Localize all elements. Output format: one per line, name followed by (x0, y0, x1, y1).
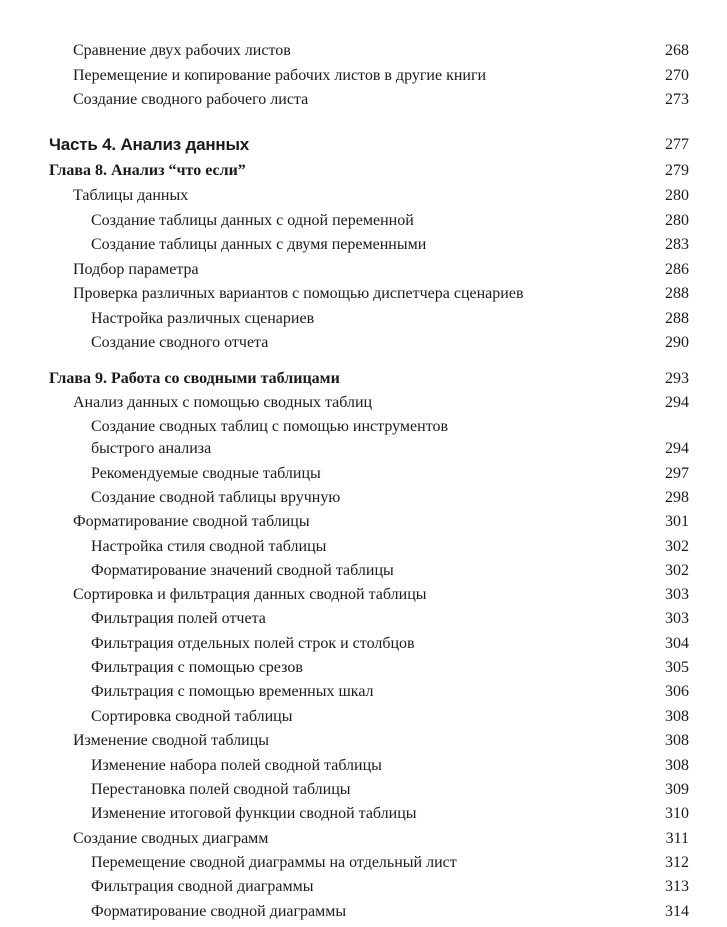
toc-subentry-title: Создание таблицы данных с одной переменной (91, 212, 414, 229)
toc-subentry-title: Сортировка сводной таблицы (91, 708, 293, 725)
toc-entry-title: Сортировка и фильтрация данных сводной таблицы (73, 586, 427, 603)
toc-entry-page: 286 (665, 261, 689, 278)
toc-subentry-title: Форматирование сводной диаграммы (91, 903, 347, 920)
toc-subentry-page: 312 (665, 854, 689, 871)
toc-chapter-page: 293 (665, 370, 689, 387)
toc-subentry-page: 290 (665, 334, 689, 351)
toc-subentry-title: Рекомендуемые сводные таблицы (91, 465, 321, 482)
toc-subentry-page: 288 (665, 310, 689, 327)
toc-entry-title: Создание сводного рабочего листа (73, 91, 309, 108)
toc-subentry-page: 294 (665, 440, 689, 457)
toc-entry-page: 308 (665, 732, 689, 749)
toc-entry-title: Анализ данных с помощью сводных таблиц (73, 394, 373, 411)
toc-subentry-title: Настройка стиля сводной таблицы (91, 538, 327, 555)
toc-subentry-title: Изменение набора полей сводной таблицы (91, 757, 382, 774)
toc-chapter-title: Глава 8. Анализ “что если” (49, 162, 246, 179)
toc-subentry-title: Фильтрация с помощью срезов (91, 659, 303, 676)
toc-entry-page: 301 (665, 513, 689, 530)
toc-entry-page: 268 (665, 42, 689, 59)
toc-subentry-title: Настройка различных сценариев (91, 310, 315, 327)
toc-subentry-title: Создание таблицы данных с двумя переменными (91, 236, 427, 253)
toc-entry-page: 270 (665, 67, 689, 84)
toc-subentry-page: 298 (665, 489, 689, 506)
toc-subentry-page: 283 (665, 236, 689, 253)
toc-subentry-page: 308 (665, 757, 689, 774)
toc-entry-title: Создание сводных диаграмм (73, 830, 269, 847)
toc-chapter-page: 279 (665, 162, 689, 179)
toc-subentry-title: Фильтрация полей отчета (91, 610, 266, 627)
toc-subentry-title: Изменение итоговой функции сводной таблицы (91, 805, 417, 822)
toc-entry-page: 280 (665, 187, 689, 204)
toc-subentry-title-line1: Создание сводных таблиц с помощью инструментов (91, 418, 449, 435)
toc-subentry-title: Фильтрация с помощью временных шкал (91, 683, 374, 700)
toc-subentry-page: 313 (665, 878, 689, 895)
toc-subentry-title: Фильтрация отдельных полей строк и столбцов (91, 635, 415, 652)
toc-subentry-title: Перемещение сводной диаграммы на отдельный лист (91, 854, 457, 871)
toc-subentry-page: 306 (665, 683, 689, 700)
toc-subentry-title: Создание сводного отчета (91, 334, 269, 351)
toc-subentry-title: Фильтрация сводной диаграммы (91, 878, 314, 895)
toc-subentry-page: 302 (665, 562, 689, 579)
toc-subentry-title: Форматирование значений сводной таблицы (91, 562, 394, 579)
toc-part-title: Часть 4. Анализ данных (49, 135, 250, 154)
toc-subentry-page: 303 (665, 610, 689, 627)
toc-subentry-title: Создание сводной таблицы вручную (91, 489, 341, 506)
toc-entry-title: Проверка различных вариантов с помощью диспетчера сценариев (73, 285, 524, 302)
toc-subentry-page: 305 (665, 659, 689, 676)
toc-subentry-page: 310 (665, 805, 689, 822)
toc-entry-title: Форматирование сводной таблицы (73, 513, 310, 530)
toc-subentry-page: 297 (665, 465, 689, 482)
toc-entry-title: Перемещение и копирование рабочих листов в другие книги (73, 67, 487, 84)
toc-subentry-page: 304 (665, 635, 689, 652)
toc-entry-title: Подбор параметра (73, 261, 199, 278)
toc-subentry-page: 309 (665, 781, 689, 798)
toc-subentry-page: 280 (665, 212, 689, 229)
toc-entry-page: 273 (665, 91, 689, 108)
toc-entry-title: Сравнение двух рабочих листов (73, 42, 291, 59)
toc-subentry-title: Перестановка полей сводной таблицы (91, 781, 351, 798)
toc-subentry-page: 314 (665, 903, 689, 920)
toc-chapter-title: Глава 9. Работа со сводными таблицами (49, 370, 340, 387)
toc-subentry-page: 302 (665, 538, 689, 555)
toc-subentry-page: 308 (665, 708, 689, 725)
toc-entry-page: 311 (665, 830, 689, 847)
toc-entry-title: Таблицы данных (73, 187, 189, 204)
toc-entry-page: 294 (665, 394, 689, 411)
toc-entry-page: 288 (665, 285, 689, 302)
toc-entry-title: Изменение сводной таблицы (73, 732, 270, 749)
toc-entry-page: 303 (665, 586, 689, 603)
toc-subentry-title-line2: быстрого анализа (91, 440, 212, 457)
toc-part-page: 277 (665, 136, 689, 153)
